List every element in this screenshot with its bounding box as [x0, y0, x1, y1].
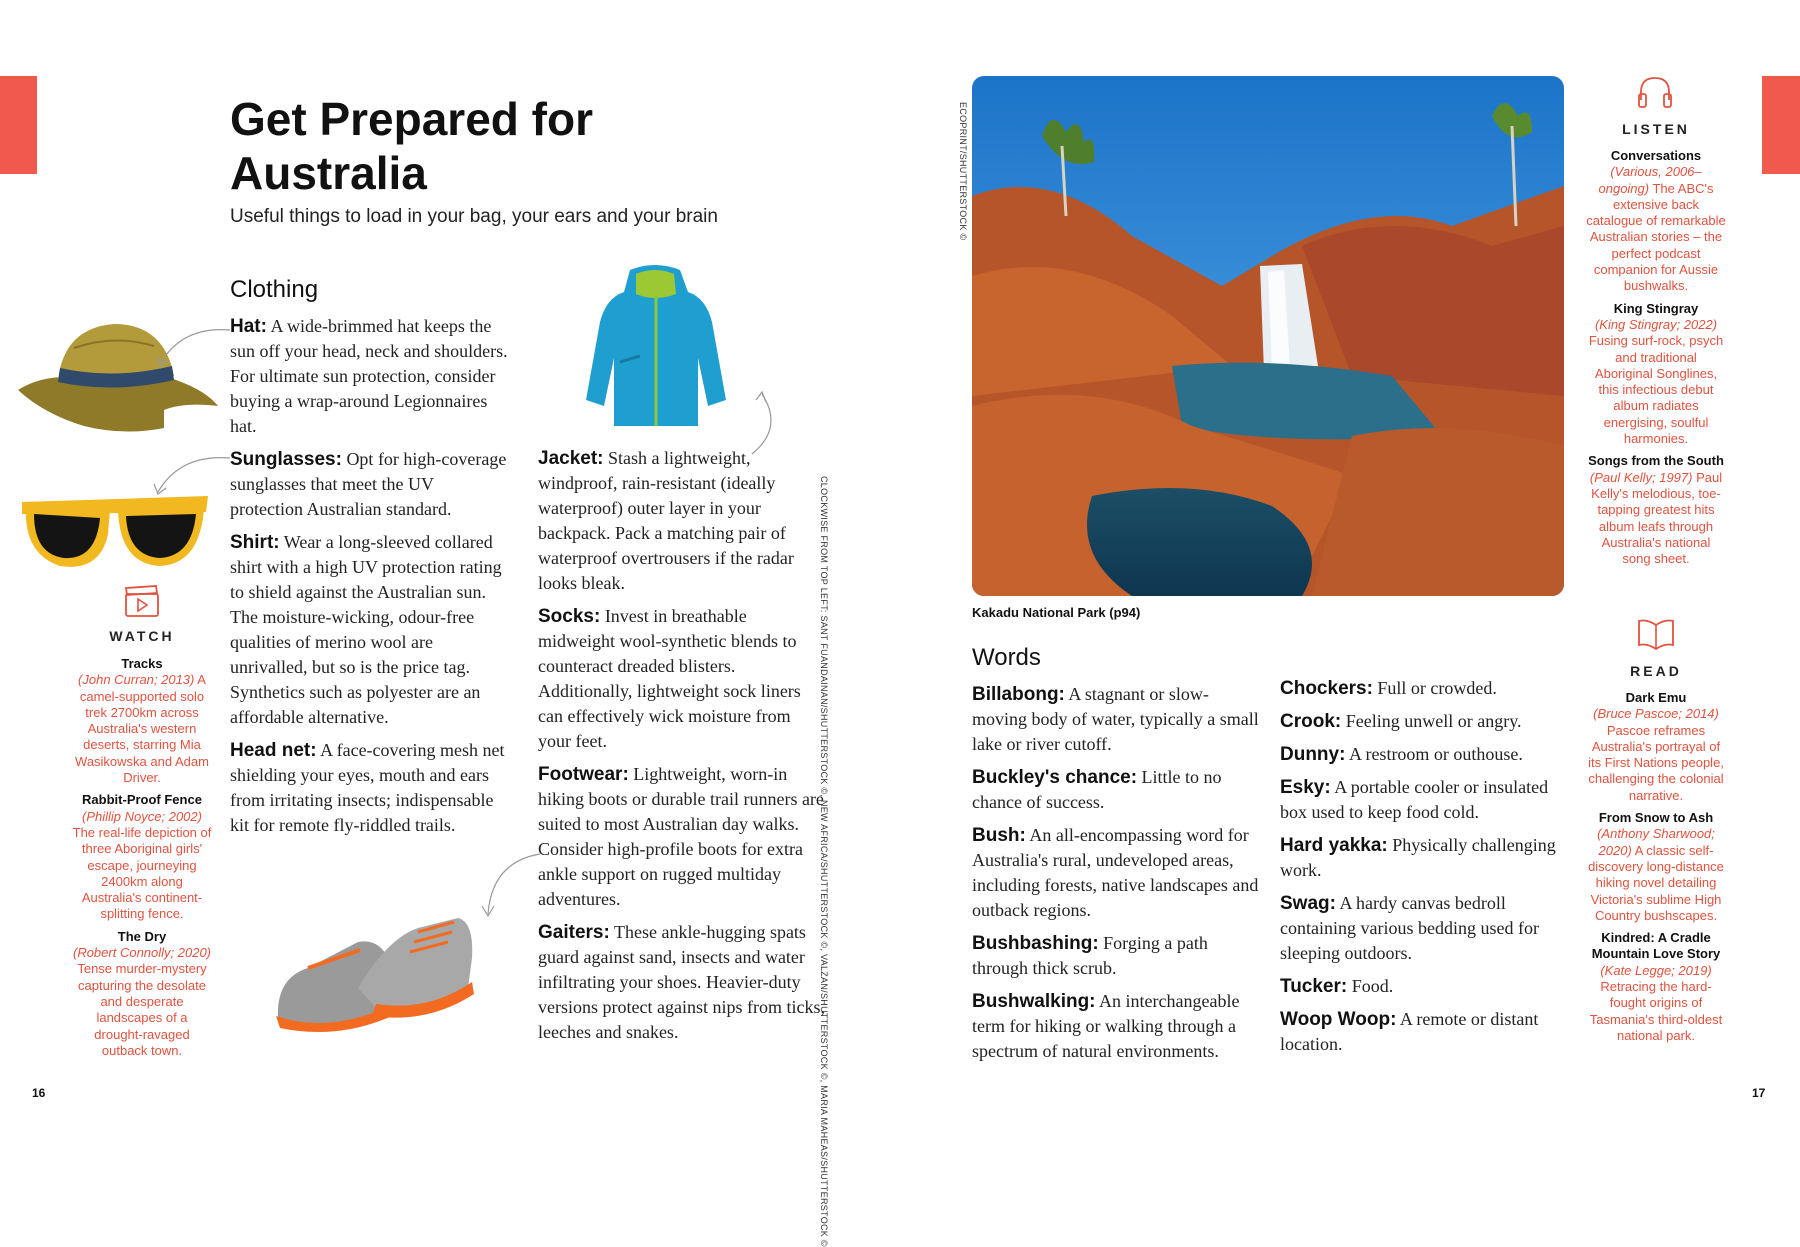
- entry-term: Esky:: [1280, 777, 1331, 798]
- entry-term: Swag:: [1280, 893, 1336, 914]
- entry-text: A wide-brimmed hat keeps the sun off your head, neck and shoulders. For ultimate sun protection, consider buying a wrap-around Legionnaires hat.: [230, 316, 508, 436]
- item-desc: The ABC's extensive back catalogue of remarkable Australian stories – the perfect podcast companion for Aussie bushwalks.: [1586, 180, 1726, 294]
- right-edge-tab: [1762, 76, 1800, 174]
- item-desc: The real-life depiction of three Aboriginal girls' escape, journeying 2400km along Australia's continent-splitting fence.: [72, 824, 212, 922]
- read-item-from-snow-to-ash: [1586, 810, 1726, 924]
- entry-text: An all-encompassing word for Australia's rural, undeveloped areas, including forests, native landscapes and outback regions.: [972, 825, 1259, 920]
- hat-pointer-arrow: [152, 322, 232, 372]
- clothing-entry-gaiters: [538, 920, 828, 1045]
- item-title: Tracks: [121, 656, 163, 671]
- left-page-number: 16: [32, 1086, 46, 1100]
- entry-term: Dunny:: [1280, 744, 1346, 765]
- shoes-pointer-arrow: [478, 850, 542, 920]
- entry-term: Bushbashing:: [972, 933, 1099, 954]
- word-bushbashing: [972, 931, 1260, 981]
- listen-item-songs-from-the-south: [1586, 453, 1726, 567]
- watch-heading: WATCH: [109, 628, 175, 644]
- film-clapper-icon: [124, 584, 160, 618]
- photo-caption: Kakadu National Park (p94): [972, 605, 1141, 620]
- word-chockers: [1280, 676, 1564, 701]
- entry-term: Gaiters:: [538, 922, 610, 943]
- read-item-kindred: [1586, 930, 1726, 1044]
- item-meta: (King Stingray; 2022): [1594, 316, 1718, 332]
- clothing-entry-shirt: [230, 530, 510, 730]
- entry-text: Physically challenging work.: [1280, 835, 1556, 880]
- item-meta: (Various, 2006–ongoing): [1598, 164, 1702, 196]
- words-heading: Words: [972, 644, 1041, 671]
- item-desc: A classic self-discovery long-distance hiking novel detailing Victoria's sublime High Country bushscapes.: [1588, 842, 1724, 923]
- jacket-pointer-arrow: [748, 388, 784, 458]
- listen-list: [1586, 148, 1726, 573]
- clothing-entry-socks: [538, 604, 828, 754]
- word-woop-woop: [1280, 1007, 1564, 1057]
- entry-term: Head net:: [230, 740, 317, 761]
- entry-term: Buckley's chance:: [972, 767, 1138, 788]
- words-column-1: [972, 682, 1260, 1072]
- rain-jacket-illustration: [580, 262, 730, 430]
- item-desc: Pascoe reframes Australia's portrayal of its First Nations people, challenging the colonial narrative.: [1588, 722, 1724, 803]
- word-crook: [1280, 709, 1564, 734]
- entry-text: Food.: [1347, 976, 1394, 996]
- entry-term: Billabong:: [972, 684, 1065, 705]
- item-desc: Fusing surf-rock, psych and traditional Aboriginal Songlines, this infectious debut album radiates energising, soulful harmonies.: [1588, 333, 1724, 447]
- read-list: [1586, 690, 1726, 1050]
- open-book-icon: [1637, 617, 1675, 651]
- sunglasses-pointer-arrow: [150, 450, 232, 500]
- read-item-dark-emu: [1586, 690, 1726, 804]
- word-esky: [1280, 775, 1564, 825]
- entry-term: Hard yakka:: [1280, 835, 1388, 856]
- watch-item-the-dry: [72, 929, 212, 1059]
- entry-text: An interchangeable term for hiking or walking through a spectrum of natural environments.: [972, 991, 1240, 1061]
- watch-list: [72, 656, 212, 1065]
- listen-item-conversations: [1586, 148, 1726, 295]
- entry-text: A face-covering mesh net shielding your eyes, mouth and ears from irritating insects; indispensable kit for remote fly-riddled trails.: [230, 740, 505, 835]
- entry-term: Shirt:: [230, 532, 280, 553]
- clothing-column-2: [538, 446, 828, 1053]
- entry-term: Bushwalking:: [972, 991, 1096, 1012]
- entry-text: Little to no chance of success.: [972, 767, 1222, 812]
- entry-text: These ankle-hugging spats guard against sand, insects and water infiltrating your shoes. Heavier-duty versions protect against nips from ticks, leeches and snakes.: [538, 922, 825, 1042]
- item-title: From Snow to Ash: [1598, 810, 1714, 826]
- listen-item-king-stingray: [1586, 301, 1726, 448]
- entry-text: Lightweight, worn-in hiking boots or durable trail runners are suited to most Australian day walks. Consider high-profile boots for extra ankle support on rugged multiday adventures.: [538, 764, 824, 909]
- words-column-2: [1280, 676, 1564, 1065]
- item-meta: (Paul Kelly; 1997): [1589, 469, 1693, 485]
- entry-text: A stagnant or slow-moving body of water, typically a small lake or river cutoff.: [972, 684, 1259, 754]
- word-tucker: [1280, 974, 1564, 999]
- clothing-entry-jacket: [538, 446, 828, 596]
- listen-heading: LISTEN: [1622, 121, 1690, 137]
- read-heading: READ: [1630, 663, 1682, 679]
- word-bushwalking: [972, 989, 1260, 1064]
- item-meta: (Kate Legge; 2019): [1600, 962, 1712, 978]
- item-desc: Retracing the hard-fought origins of Tasmania's third-oldest national park.: [1589, 979, 1723, 1043]
- clothing-column-1: [230, 314, 510, 846]
- item-title: The Dry: [117, 928, 167, 944]
- entry-text: A hardy canvas bedroll containing various bedding used for sleeping outdoors.: [1280, 893, 1539, 963]
- item-title: King Stingray: [1613, 300, 1699, 316]
- word-billabong: [972, 682, 1260, 757]
- trail-shoes-illustration: [268, 898, 478, 1038]
- entry-text: Forging a path through thick scrub.: [972, 933, 1208, 978]
- entry-term: Crook:: [1280, 711, 1342, 732]
- clothing-entry-hat: [230, 314, 510, 439]
- entry-term: Hat:: [230, 316, 267, 337]
- item-title: Rabbit-Proof Fence: [82, 792, 202, 808]
- entry-term: Footwear:: [538, 764, 629, 785]
- right-photo-credit: ECOPRINT/SHUTTERSTOCK ©: [958, 102, 968, 241]
- item-meta: (Robert Connolly; 2020): [72, 945, 212, 961]
- clothing-entry-sunglasses: [230, 447, 510, 522]
- entry-term: Woop Woop:: [1280, 1009, 1397, 1030]
- item-desc: Paul Kelly's melodious, toe-tapping greatest hits album leafs through Australia's national song sheet.: [1591, 469, 1723, 567]
- entry-term: Socks:: [538, 606, 601, 627]
- watch-item-rabbit-proof-fence: [72, 792, 212, 922]
- page-title: Get Prepared for Australia: [230, 93, 593, 199]
- entry-text: Wear a long-sleeved collared shirt with a high UV protection rating to shield against the Australian sun. The moisture-wicking, odour-free qualities of merino wool are unrivalled, but so is the price tag. Synthetics such as polyester are an affordable alternative.: [230, 532, 502, 727]
- item-desc: Tense murder-mystery capturing the desolate and desperate landscapes of a drought-ravaged outback town.: [77, 961, 207, 1058]
- clothing-heading: Clothing: [230, 276, 319, 303]
- entry-text: A portable cooler or insulated box used to keep food cold.: [1280, 777, 1549, 822]
- clothing-entry-head-net: [230, 738, 510, 838]
- entry-text: A restroom or outhouse.: [1345, 744, 1523, 764]
- right-page-number: 17: [1752, 1086, 1766, 1100]
- entry-text: Stash a lightweight, windproof, rain-resistant (ideally waterproof) outer layer in your backpack. Pack a matching pair of waterproof overtrousers if the radar looks bleak.: [538, 448, 794, 593]
- word-buckleys-chance: [972, 765, 1260, 815]
- word-hard-yakka: [1280, 833, 1564, 883]
- item-title: Songs from the South: [1588, 453, 1724, 469]
- item-title: Dark Emu: [1625, 690, 1687, 705]
- page-subtitle: Useful things to load in your bag, your ears and your brain: [230, 206, 718, 227]
- clothing-entry-footwear: [538, 762, 828, 912]
- left-photo-credit: CLOCKWISE FROM TOP LEFT: SANT FUANDAINAN/SHUTTERSTOCK ©, NEW AFRICA/SHUTTERSTOCK ©, VALZAN/SHUTTERSTOCK ©, MARIA MAHEAS/SHUTTERSTOCK ©: [819, 476, 829, 1247]
- entry-term: Tucker:: [1280, 976, 1348, 997]
- item-desc: A camel-supported solo trek 2700km across Australia's western deserts, starring Mia Wasikowska and Adam Driver.: [75, 672, 209, 786]
- entry-text: A remote or distant location.: [1280, 1009, 1539, 1054]
- entry-term: Chockers:: [1280, 678, 1373, 699]
- watch-item-tracks: [72, 656, 212, 786]
- entry-term: Sunglasses:: [230, 449, 342, 470]
- headphones-icon: [1636, 74, 1674, 110]
- entry-text: Invest in breathable midweight wool-synthetic blends to counteract dreaded blisters. Additionally, lightweight sock liners can effectively wick moisture from your feet.: [538, 606, 801, 751]
- word-dunny: [1280, 742, 1564, 767]
- entry-term: Jacket:: [538, 448, 604, 469]
- item-meta: (Anthony Sharwood; 2020): [1597, 826, 1715, 858]
- kakadu-waterfall-photo: [972, 76, 1564, 596]
- word-bush: [972, 823, 1260, 923]
- entry-text: Full or crowded.: [1372, 678, 1497, 698]
- item-meta: (Phillip Noyce; 2002): [82, 808, 202, 824]
- word-swag: [1280, 891, 1564, 966]
- item-meta: (John Curran; 2013): [78, 672, 195, 688]
- sunglasses-illustration: [20, 494, 210, 576]
- entry-text: Opt for high-coverage sunglasses that meet the UV protection Australian standard.: [230, 449, 507, 519]
- item-meta: (Bruce Pascoe; 2014): [1593, 706, 1719, 722]
- item-title: Kindred: A Cradle Mountain Love Story: [1591, 930, 1721, 962]
- entry-text: Feeling unwell or angry.: [1341, 711, 1522, 731]
- item-title: Conversations: [1610, 148, 1702, 163]
- left-edge-tab: [0, 76, 37, 174]
- entry-term: Bush:: [972, 825, 1026, 846]
